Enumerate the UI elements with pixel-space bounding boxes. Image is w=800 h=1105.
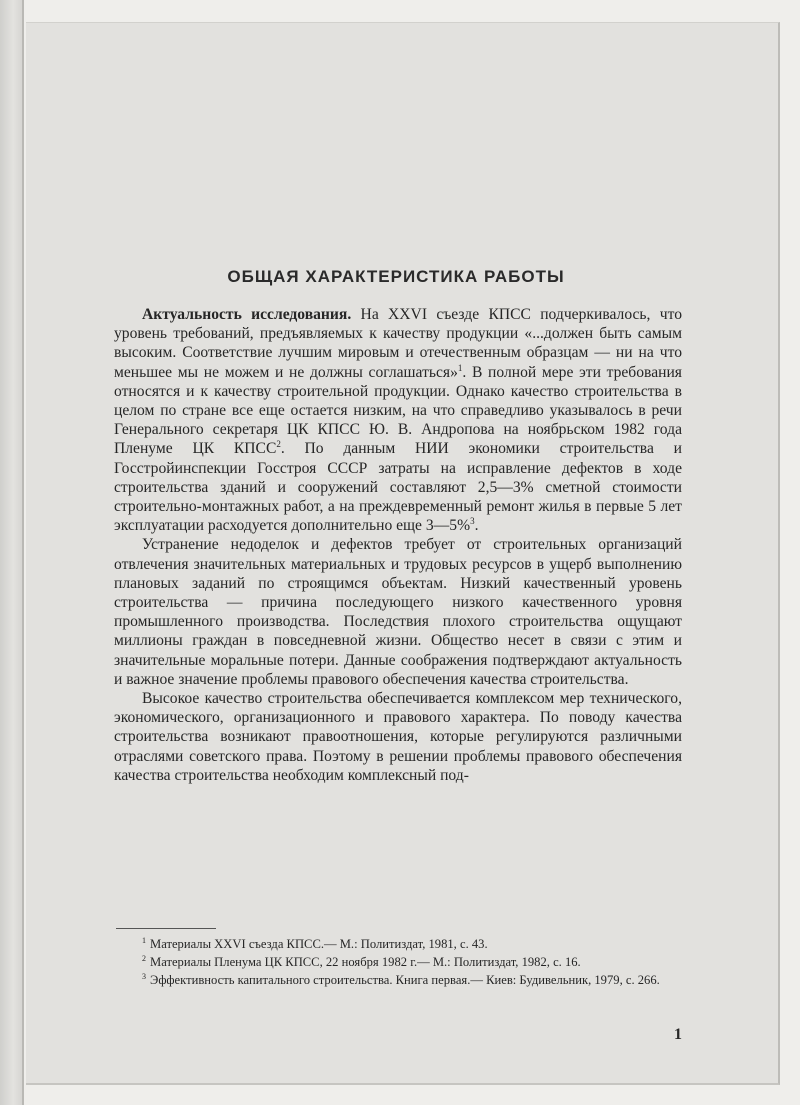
previous-page-edge <box>0 0 22 1105</box>
document-page <box>26 22 780 1085</box>
text-segment: . В полной мере эти требования относятся и к качеству строительной продукции. Однако качество строительства в целом по стране все еще остается низким, на что справедливо указывалось в речи Генерального секретаря ЦК КПСС Ю. В. Андропова на ноябрьском 1982 года Пленуме ЦК КПСС <box>114 363 682 458</box>
text-segment: На XXVI съезде КПСС подчеркивалось, что уровень требований, предъявляемых к качеству продукции «...должен быть самым высоким. Соответствие лучшим мировым и отечественным образцам — ни на что меньшее мы не можем и не должны соглашаться» <box>114 306 682 381</box>
footnote-separator <box>116 928 216 929</box>
footnote-text: Эффективность капитального строительства. Книга первая.— Киев: Будивельник, 1979, с. 266. <box>150 973 660 987</box>
section-heading: ОБЩАЯ ХАРАКТЕРИСТИКА РАБОТЫ <box>227 267 565 286</box>
footnote-reference: 3 <box>470 516 475 527</box>
paragraph <box>114 535 682 689</box>
footnote-reference: 2 <box>276 439 281 450</box>
paragraph <box>114 305 682 535</box>
footnote <box>114 953 682 971</box>
text-segment: . <box>474 517 479 535</box>
footnote-text: Материалы Пленума ЦК КПСС, 22 ноября 1982 г.— М.: Политиздат, 1982, с. 16. <box>150 955 581 969</box>
footnote-text: Материалы XXVI съезда КПСС.— М.: Политиздат, 1981, с. 43. <box>150 937 488 951</box>
text-segment: . По данным НИИ экономики строительства и Госстройинспекции Госстроя СССР затраты на исправление дефектов в ходе строительства зданий и сооружений составляют 2,5—3% сметной стоимости строительно-монтажных работ, а на преждевременный ремонт жилья в первые 5 лет эксплуатации расходуется дополнительно еще 3—5% <box>114 440 682 535</box>
text-segment: Высокое качество строительства обеспечивается комплексом мер технического, экономического, организационного и правового характера. По поводу качества строительства возникают правоотношения, которые регулируются различными отраслями советского права. Поэтому в решении проблемы правового обеспечения качества строительства необходим комплексный под- <box>114 690 682 784</box>
footnote-number: 2 <box>142 953 146 963</box>
footnotes <box>114 935 682 989</box>
footnote-number: 1 <box>142 935 146 945</box>
footnote-number: 3 <box>142 971 146 981</box>
paragraph <box>114 689 682 785</box>
body-text <box>114 305 682 785</box>
footnote <box>114 971 682 989</box>
footnote <box>114 935 682 953</box>
page-number: 1 <box>674 1026 682 1043</box>
runin-heading: Актуальность исследования. <box>142 306 352 323</box>
text-segment: Устранение недоделок и дефектов требует от строительных организаций отвлечения значительных материальных и трудовых ресурсов в ущерб выполнению плановых заданий по строящимся объектам. Низкий качественный уровень строительства — причина последующего низкого качественного уровня промышленного производства. Последствия плохого строительства ощущают миллионы граждан в повседневной жизни. Общество несет в связи с этим и значительные моральные потери. Данные соображения подтверждают актуальность и важное значение проблемы правового обеспечения качества строительства. <box>114 536 682 688</box>
book-spine <box>22 0 24 1105</box>
footnote-reference: 1 <box>457 362 463 373</box>
